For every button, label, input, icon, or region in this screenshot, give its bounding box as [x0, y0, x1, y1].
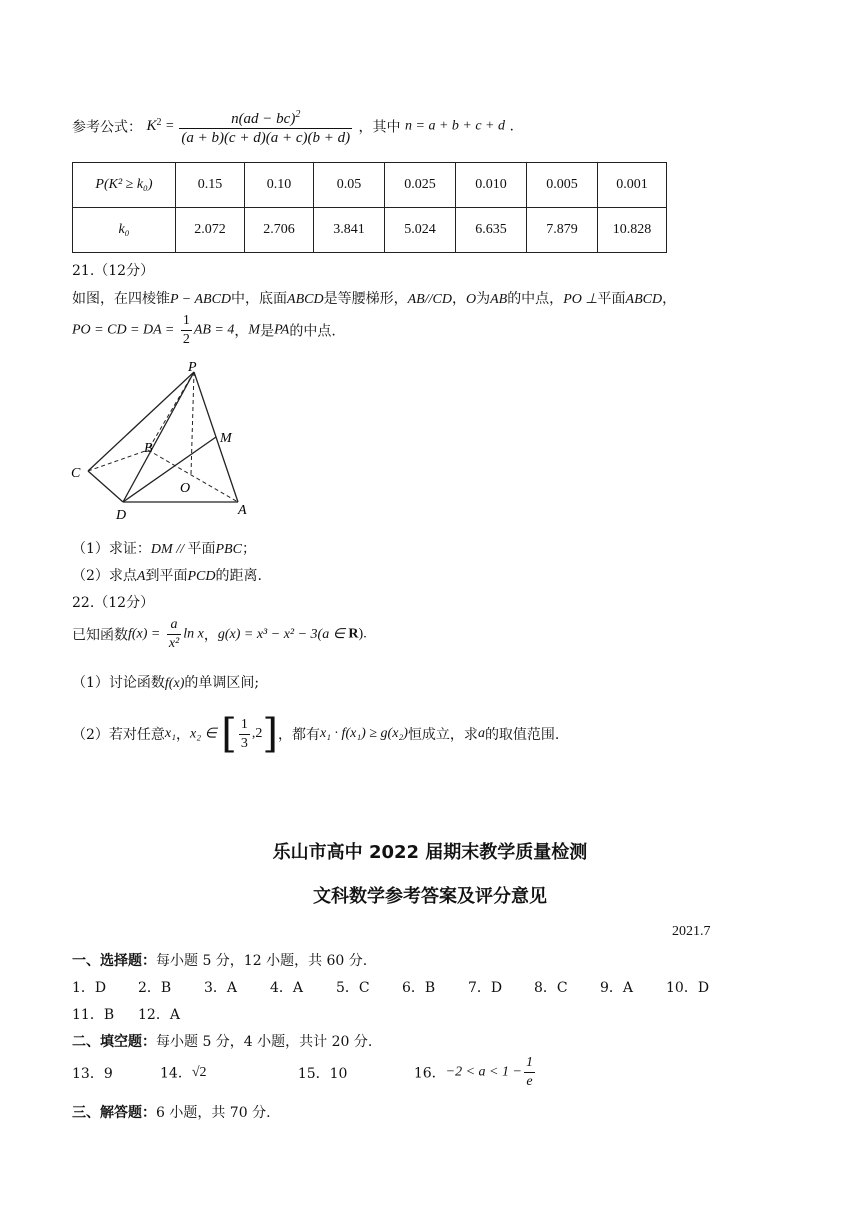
- edge-pc: [88, 372, 194, 471]
- formula-eq: =: [165, 118, 178, 134]
- q22-math: x₁: [164, 726, 177, 741]
- section-3: [72, 1102, 271, 1122]
- label-d: D: [116, 508, 127, 522]
- q21-math: PA: [274, 322, 290, 338]
- q21-text: 为: [476, 291, 491, 307]
- q21-text: 的中点，: [507, 291, 564, 307]
- q21-header: 21.（12分）: [72, 263, 155, 279]
- choice-answer: 9．A: [600, 980, 634, 996]
- section-label: 一、选择题：: [72, 953, 156, 969]
- fill-answers: [72, 1054, 537, 1091]
- fill-answer-sqrt: √2: [191, 1064, 207, 1080]
- fill16-num: 1: [524, 1054, 535, 1073]
- q22-math: x₂ ∈: [190, 726, 217, 742]
- section-2: [72, 1031, 372, 1051]
- q21-text: 平面: [597, 291, 626, 307]
- q22-part2: [72, 711, 560, 757]
- label-c: C: [71, 466, 81, 481]
- table-cell: 0.15: [176, 163, 245, 208]
- q21-text: 的距离.: [215, 568, 262, 584]
- q21-math: P − ABCD: [170, 292, 232, 307]
- q21-frac-num: 1: [181, 312, 192, 331]
- q21-text: 是: [260, 323, 275, 340]
- q21-line2: [72, 312, 336, 349]
- choice-answer: 1．D: [72, 980, 107, 996]
- q22-text: 的取值范围.: [484, 727, 560, 743]
- section-text: 6 小题，共 70 分.: [156, 1105, 271, 1121]
- q22-frac-num: 1: [239, 716, 250, 735]
- section-label: 二、填空题：: [72, 1034, 156, 1050]
- choice-answer: 7．D: [468, 980, 503, 996]
- table-cell: 2.072: [176, 208, 245, 253]
- q21-math: AB: [490, 292, 508, 307]
- formula-lhs-exp: 2: [156, 116, 162, 128]
- q22-math: x₁ · f(x₁) ≥ g(x₂): [319, 726, 408, 741]
- label-b: B: [144, 441, 153, 456]
- table-cell: 0.05: [314, 163, 385, 208]
- q22-frac-num: a: [167, 616, 181, 635]
- choice-answer: 12．A: [138, 1007, 180, 1023]
- q21-text: ，: [451, 291, 466, 307]
- q21-text: （2）求点: [72, 568, 137, 584]
- q22-text: ，: [203, 627, 218, 644]
- choice-answer: 10．D: [666, 980, 710, 996]
- q21-math: ABCD: [625, 292, 663, 307]
- q21-text: 到平面: [145, 568, 188, 584]
- q21-text: 中，底面: [231, 291, 288, 307]
- table-cell: 7.879: [527, 208, 598, 253]
- table-cell: 6.635: [456, 208, 527, 253]
- q21-text: ，: [234, 323, 249, 340]
- section-label: 三、解答题：: [72, 1105, 156, 1121]
- table-header-p: P(K² ≥ k₀): [73, 163, 176, 208]
- formula-lhs: K: [146, 118, 157, 134]
- q21-text: 是等腰梯形，: [323, 291, 408, 307]
- q21-math: PBC: [215, 542, 242, 557]
- fill-answer: 15．10: [297, 1065, 348, 1082]
- table-cell: 5.024: [385, 208, 456, 253]
- q21-text: 的中点.: [289, 323, 336, 340]
- section-text: 每小题 5 分，12 小题，共 60 分.: [156, 953, 368, 969]
- choice-answer: 4．A: [270, 980, 304, 996]
- fill-answer: 16．: [413, 1065, 446, 1082]
- answers-subtitle: 文科数学参考答案及评分意见: [313, 886, 547, 907]
- table-cell: 0.025: [385, 163, 456, 208]
- q22-math: ,2: [251, 726, 263, 741]
- table-cell: 2.706: [245, 208, 314, 253]
- segment-dm: [123, 437, 216, 502]
- formula-n-def: n = a + b + c + d: [405, 118, 506, 134]
- table-row: [73, 163, 667, 208]
- q21-math: AB = 4: [193, 322, 235, 338]
- q21-line1: [72, 288, 676, 308]
- q22-text: 已知函数: [72, 627, 128, 644]
- q22-line1: [72, 616, 367, 653]
- fill-answer-16: −2 < a < 1 −: [445, 1064, 522, 1080]
- q22-text: 恒成立，求: [407, 727, 478, 743]
- table-cell: 0.10: [245, 163, 314, 208]
- segment-po: [191, 372, 194, 474]
- table-cell: 0.005: [527, 163, 598, 208]
- q22-header: 22.（12分）: [72, 595, 155, 611]
- table-cell: 3.841: [314, 208, 385, 253]
- q22-math: f(x): [164, 676, 185, 691]
- q22-math: R: [348, 626, 359, 642]
- left-bracket: [: [221, 711, 237, 757]
- table-cell: 10.828: [598, 208, 667, 253]
- formula-prefix: 参考公式：: [72, 119, 142, 136]
- label-o: O: [180, 481, 191, 496]
- choice-answer: 8．C: [534, 980, 568, 996]
- q21-part1: [72, 538, 256, 558]
- q22-frac-den: 3: [240, 735, 248, 751]
- fill16-fraction: [524, 1054, 535, 1091]
- formula-suffix: ，其中: [358, 119, 401, 136]
- fill-answer: 13．9: [72, 1065, 113, 1082]
- q22-text: ，都有: [277, 727, 320, 743]
- formula-numerator-exp: 2: [295, 109, 301, 120]
- q21-text: （1）求证：: [72, 541, 151, 557]
- choice-answer: 2．B: [138, 980, 172, 996]
- section-text: 每小题 5 分，4 小题，共计 20 分.: [156, 1034, 373, 1050]
- q21-text: ，: [662, 291, 677, 307]
- q22-fraction: [167, 616, 181, 653]
- right-bracket: ]: [262, 711, 278, 757]
- choices-row-2: [72, 1004, 204, 1024]
- formula-numerator: n(ad − bc): [231, 111, 296, 127]
- choice-answer: 11．B: [72, 1007, 115, 1023]
- q22-interval-fraction: [239, 716, 250, 753]
- section-1: [72, 950, 367, 970]
- q21-math: PO = CD = DA =: [72, 322, 175, 338]
- q21-math: AB//CD: [407, 292, 452, 307]
- q22-text: 的单调区间;: [184, 675, 260, 691]
- answers-date: 2021.7: [672, 924, 711, 939]
- label-a: A: [238, 503, 247, 518]
- table-cell: 0.010: [456, 163, 527, 208]
- q21-math: DM //: [150, 542, 188, 557]
- q21-math: O: [465, 292, 477, 307]
- q22-text: （2）若对任意: [72, 727, 165, 743]
- formula-line: [72, 106, 514, 154]
- critical-value-table: [72, 162, 667, 253]
- table-row: [73, 208, 667, 253]
- q21-text: 平面: [187, 541, 216, 557]
- q22-math: ln x: [183, 626, 204, 642]
- formula-end: .: [509, 118, 514, 135]
- q22-text: （1）讨论函数: [72, 675, 165, 691]
- q21-math: ABCD: [287, 292, 324, 307]
- pyramid-figure: [66, 362, 256, 522]
- choice-answer: 5．C: [336, 980, 370, 996]
- q21-part2: [72, 565, 262, 585]
- choice-answer: 6．B: [402, 980, 436, 996]
- q21-math: M: [248, 322, 261, 338]
- q21-text: ；: [241, 541, 256, 557]
- choices-row-1: [72, 977, 732, 997]
- formula-denominator: (a + b)(c + d)(a + c)(b + d): [181, 130, 351, 146]
- label-p: P: [188, 362, 197, 375]
- q22-part1: [72, 672, 259, 692]
- q22-math: f(x) =: [128, 626, 161, 642]
- edge-cb: [88, 450, 148, 471]
- fill-answer: 14．: [160, 1065, 192, 1082]
- table-cell: 0.001: [598, 163, 667, 208]
- q21-text: 如图，在四棱锥: [72, 291, 170, 307]
- formula-fraction: [179, 106, 352, 147]
- q22-math: a: [477, 726, 485, 741]
- q21-math: PCD: [187, 569, 216, 584]
- edge-ba: [148, 450, 238, 502]
- q21-fraction: [181, 312, 192, 349]
- table-header-k: k₀: [73, 208, 176, 253]
- answers-title: 乐山市高中 2022 届期末教学质量检测: [272, 842, 588, 863]
- fill16-den: e: [526, 1074, 533, 1089]
- label-m: M: [220, 431, 232, 446]
- q22-frac-den: x²: [168, 636, 180, 651]
- q22-text: ).: [358, 626, 367, 642]
- choice-answer: 3．A: [204, 980, 238, 996]
- q22-math: g(x) = x³ − x² − 3(a ∈: [217, 627, 349, 642]
- q21-math: A: [136, 569, 146, 584]
- q22-text: ，: [176, 727, 191, 743]
- q21-math: PO ⊥: [563, 292, 598, 307]
- edge-cd: [88, 471, 123, 502]
- q21-frac-den: 2: [182, 332, 190, 347]
